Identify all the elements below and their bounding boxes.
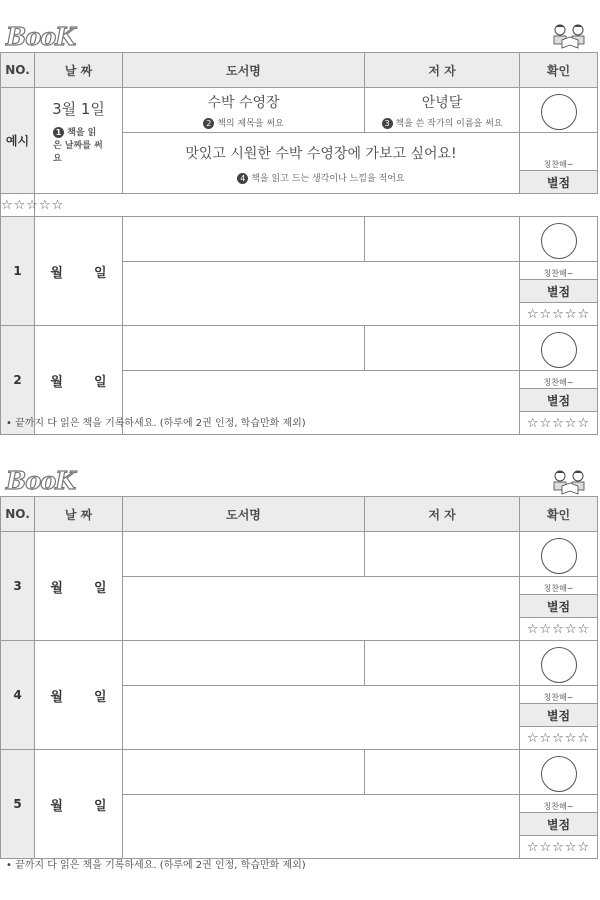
stamp-circle[interactable] bbox=[541, 332, 577, 368]
review-cell[interactable] bbox=[123, 577, 520, 641]
title-cell[interactable] bbox=[123, 750, 365, 795]
confirm-cell bbox=[520, 641, 598, 686]
star-rating[interactable]: ☆☆☆☆☆ bbox=[520, 836, 598, 859]
header-confirm: 확인 bbox=[520, 53, 598, 88]
stamp-circle[interactable] bbox=[541, 223, 577, 259]
confirm-cell bbox=[520, 217, 598, 262]
stars-label: 별점 bbox=[520, 171, 598, 194]
star-rating[interactable]: ☆☆☆☆☆ bbox=[520, 303, 598, 326]
praise-text: 칭찬해~ bbox=[543, 160, 574, 169]
reading-kids-icon bbox=[546, 468, 594, 498]
example-review-hint-wrap bbox=[123, 171, 519, 184]
author-cell[interactable] bbox=[365, 532, 520, 577]
header-no: NO. bbox=[1, 497, 35, 532]
header-author: 저 자 bbox=[365, 53, 520, 88]
book-logo: BooK bbox=[6, 22, 76, 51]
example-praise-cell bbox=[520, 133, 598, 171]
stars-label: 별점 bbox=[520, 704, 598, 727]
confirm-cell bbox=[520, 750, 598, 795]
row-number: 5 bbox=[1, 750, 35, 859]
reading-log-table-2 bbox=[0, 496, 598, 859]
header-confirm: 확인 bbox=[520, 497, 598, 532]
praise-text: 칭찬해~ bbox=[543, 802, 574, 811]
example-date-cell bbox=[35, 88, 123, 194]
hint-number-1: 1 bbox=[53, 127, 64, 138]
title-cell[interactable] bbox=[123, 532, 365, 577]
example-label: 예시 bbox=[1, 88, 35, 194]
date-cell[interactable] bbox=[35, 217, 123, 326]
stamp-circle[interactable] bbox=[541, 647, 577, 683]
month-label: 월 bbox=[50, 689, 63, 705]
example-author-cell bbox=[365, 88, 520, 133]
date-cell[interactable] bbox=[35, 750, 123, 859]
header-author: 저 자 bbox=[365, 497, 520, 532]
month-label: 월 bbox=[50, 265, 63, 281]
header-date: 날 짜 bbox=[35, 497, 123, 532]
author-cell[interactable] bbox=[365, 641, 520, 686]
confirm-cell bbox=[520, 326, 598, 371]
book-logo: BooK bbox=[6, 466, 76, 495]
praise-cell bbox=[520, 686, 598, 704]
month-label: 월 bbox=[50, 798, 63, 814]
praise-cell bbox=[520, 795, 598, 813]
title-cell[interactable] bbox=[123, 217, 365, 262]
example-review-hint: 책을 읽고 드는 생각이나 느낌을 적어요 bbox=[251, 173, 405, 184]
day-label: 일 bbox=[94, 798, 107, 814]
praise-text: 칭찬해~ bbox=[543, 693, 574, 702]
row-number: 3 bbox=[1, 532, 35, 641]
header-date: 날 짜 bbox=[35, 53, 123, 88]
review-cell[interactable] bbox=[123, 686, 520, 750]
example-title: 수박 수영장 bbox=[207, 94, 280, 111]
star-rating[interactable]: ☆☆☆☆☆ bbox=[1, 194, 35, 217]
example-date-hint-wrap bbox=[35, 125, 122, 164]
example-review-cell bbox=[123, 133, 520, 194]
row-number: 1 bbox=[1, 217, 35, 326]
praise-text: 칭찬해~ bbox=[543, 378, 574, 387]
reading-log-table-1 bbox=[0, 52, 598, 435]
example-title-hint: 책의 제목을 써요 bbox=[217, 118, 284, 129]
praise-cell bbox=[520, 577, 598, 595]
header-title: 도서명 bbox=[123, 53, 365, 88]
example-review: 맛있고 시원한 수박 수영장에 가보고 싶어요! bbox=[185, 145, 457, 162]
stars-label: 별점 bbox=[520, 595, 598, 618]
stars-label: 별점 bbox=[520, 389, 598, 412]
review-cell[interactable] bbox=[123, 262, 520, 326]
hint-number-4: 4 bbox=[237, 173, 248, 184]
hint-number-3: 3 bbox=[382, 118, 393, 129]
star-rating[interactable]: ☆☆☆☆☆ bbox=[520, 618, 598, 641]
day-label: 일 bbox=[94, 265, 107, 281]
star-rating[interactable]: ☆☆☆☆☆ bbox=[520, 727, 598, 750]
author-cell[interactable] bbox=[365, 217, 520, 262]
example-title-cell bbox=[123, 88, 365, 133]
day-label: 일 bbox=[94, 580, 107, 596]
stamp-circle[interactable] bbox=[541, 538, 577, 574]
stars-label: 별점 bbox=[520, 813, 598, 836]
author-cell[interactable] bbox=[365, 750, 520, 795]
example-author-hint: 책을 쓴 작가의 이름을 써요 bbox=[395, 118, 503, 129]
row-number: 4 bbox=[1, 641, 35, 750]
example-date-hint: 책을 읽은 날짜를 써요 bbox=[53, 128, 103, 164]
note-text: • 끝까지 다 읽은 책을 기록하세요. (하루에 2권 인정, 학습만화 제외) bbox=[6, 860, 306, 871]
praise-cell bbox=[520, 371, 598, 389]
hint-number-2: 2 bbox=[203, 118, 214, 129]
stars-label: 별점 bbox=[520, 280, 598, 303]
title-cell[interactable] bbox=[123, 326, 365, 371]
stamp-circle[interactable] bbox=[541, 756, 577, 792]
example-author-hint-wrap bbox=[365, 116, 519, 129]
header-no: NO. bbox=[1, 53, 35, 88]
praise-text: 칭찬해~ bbox=[543, 269, 574, 278]
example-title-hint-wrap bbox=[123, 116, 364, 129]
date-cell[interactable] bbox=[35, 532, 123, 641]
praise-text: 칭찬해~ bbox=[543, 584, 574, 593]
author-cell[interactable] bbox=[365, 326, 520, 371]
praise-cell bbox=[520, 262, 598, 280]
note-text: • 끝까지 다 읽은 책을 기록하세요. (하루에 2권 인정, 학습만화 제외) bbox=[6, 418, 306, 429]
example-confirm-cell bbox=[520, 88, 598, 133]
month-label: 월 bbox=[50, 374, 63, 390]
star-rating[interactable]: ☆☆☆☆☆ bbox=[520, 412, 598, 435]
stamp-circle[interactable] bbox=[541, 94, 577, 130]
confirm-cell bbox=[520, 532, 598, 577]
date-cell[interactable] bbox=[35, 641, 123, 750]
review-cell[interactable] bbox=[123, 795, 520, 859]
reading-kids-icon bbox=[546, 22, 594, 52]
example-author: 안녕달 bbox=[421, 94, 463, 111]
row-number: 2 bbox=[1, 326, 35, 435]
month-label: 월 bbox=[50, 580, 63, 596]
header-title: 도서명 bbox=[123, 497, 365, 532]
example-date: 3월 1일 bbox=[52, 100, 105, 118]
day-label: 일 bbox=[94, 374, 107, 390]
title-cell[interactable] bbox=[123, 641, 365, 686]
day-label: 일 bbox=[94, 689, 107, 705]
